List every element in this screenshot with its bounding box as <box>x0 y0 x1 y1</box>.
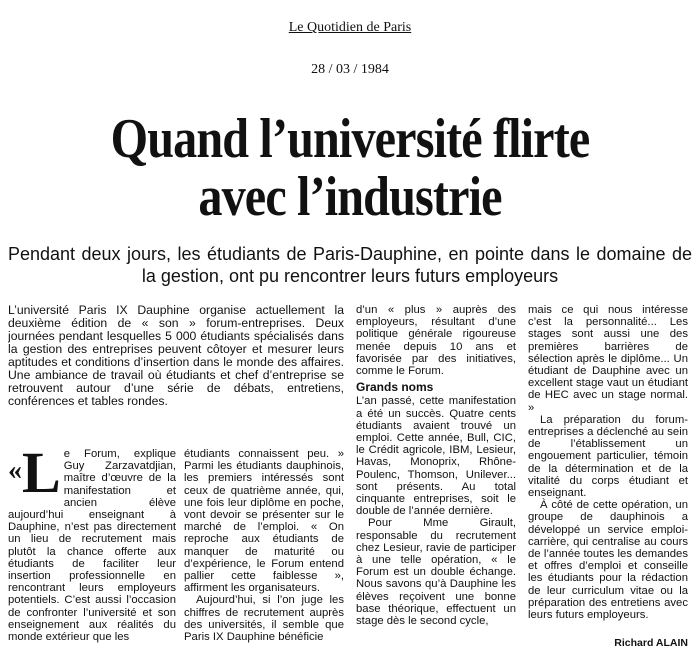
article-column-3 <box>356 304 516 649</box>
paragraph: Pour Mme Girault, responsable du recrutement chez Lesieur, ravie de participer à une telle opération, « le Forum est un double échange. Nous savons qu’à Dauphine les élèves reçoivent une bonne base théorique, effectuent un stage dès le second cycle, <box>356 517 516 628</box>
article-column-1 <box>8 448 176 658</box>
headline-line-1: Quand l’université flirte <box>110 108 590 170</box>
drop-cap: «L <box>8 448 61 505</box>
column-1-text: e Forum, explique Guy Zarzavatdjian, maître d’œuvre de la manifestation et ancien élève aujourd’hui enseignant à Dauphine, n’est pas directement un lieu de recrutement mais plutôt la chance offerte aux étudiants de faciliter leur insertion professionnelle en rencontrant leurs employeurs potentiels. C’est aussi l’occasion de confronter l’université et son enseignement aux réalités du monde extérieur que les <box>8 448 176 644</box>
paragraph: L’an passé, cette manifestation a été un succès. Quatre cents étudiants avaient trouvé un emploi. Cette année, Bull, CIC, le Crédit agricole, IBM, Lesieur, Havas, Monoprix, Rhône-Poulenc, Thomson, Unilever... sont présents. Au total cinquante entreprises, soit le double de l’année dernière. <box>356 395 516 518</box>
standfirst: Pendant deux jours, les étudiants de Paris-Dauphine, en pointe dans le domaine de la gestion, ont pu rencontrer leurs futurs employeurs <box>8 244 692 286</box>
paragraph: La préparation du forum-entreprises a déclenché au sein de l’établissement un engouement particulier, témoin de la détermination et de la vitalité du corps étudiant et enseignant. <box>528 413 688 500</box>
byline: Richard ALAIN <box>614 637 688 649</box>
paragraph: d’un « plus » auprès des employeurs, résultant d’une politique générale rigoureuse menée depuis 10 ans et favorisée par des initiatives, comme le Forum. <box>356 304 516 378</box>
article-column-4 <box>528 304 688 634</box>
intro-paragraph: L’université Paris IX Dauphine organise actuellement la deuxième édition de « son » forum-entreprises. Deux journées pendant lesquelles 5 000 étudiants spécialisés dans la gestion des entreprises peuvent côtoyer et mesurer leurs aptitudes et conditions d’insertion dans le monde des affaires. Une ambiance de travail où étudiants et chef d’entreprise se retrouvent autour d’une série de débats, entretiens, conférences et tables rondes. <box>8 304 344 408</box>
publication-name: Le Quotidien de Paris <box>288 20 412 35</box>
paragraph: À côté de cette opération, un groupe de dauphinois a développé un service emploi-carrière, qui centralise au cours de l’année toutes les demandes et offres d’emploi et conseille les étudiants pour la rédaction de leur curriculum vitae ou la préparation des entretiens avec leurs futurs employeurs. <box>528 499 688 622</box>
headline-line-2: avec l’industrie <box>198 166 502 228</box>
headline <box>49 110 651 226</box>
paragraph: Aujourd’hui, si l’on juge les chiffres de recrutement auprès des universités, il semble que Paris IX Dauphine bénéficie <box>184 594 344 644</box>
publication-date: 28 / 03 / 1984 <box>311 62 389 77</box>
subheading-grands-noms: Grands noms <box>356 380 434 395</box>
paragraph: étudiants connaissent peu. » Parmi les étudiants dauphinois, les premiers intéressés sont ceux de quatrième année, qui, une fois leur diplôme en poche, vont devoir se présenter sur le marché de l’emploi. « On reproche aux étudiants de manquer de maturité ou d’expérience, le Forum entend pallier cette faiblesse », affirment les organisateurs. <box>184 448 344 595</box>
paragraph: mais ce qui nous intéresse c’est la personnalité... Les stages sont aussi une des premières barrières de sélection après le diplôme... Un étudiant de Dauphine avec un excellent stage vaut un étudiant de HEC avec un stage normal. » <box>528 304 688 414</box>
article-column-2 <box>184 448 344 658</box>
